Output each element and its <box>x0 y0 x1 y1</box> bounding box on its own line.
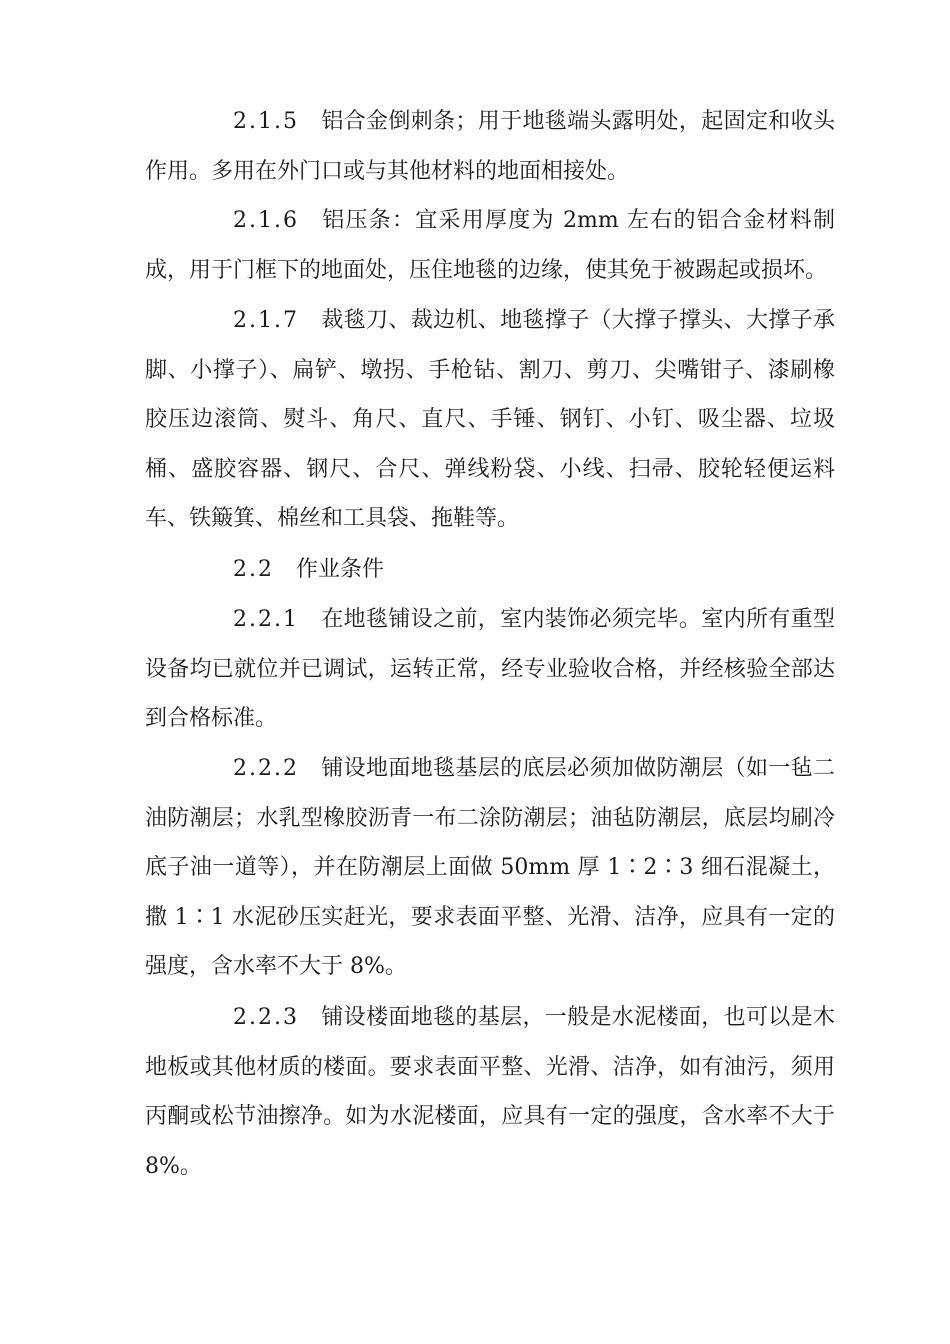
paragraph-text: 铺设楼面地毯的基层，一般是水泥楼面，也可以是木地板或其他材质的楼面。要求表面平整、光滑、洁净，如有油污，须用丙酮或松节油擦净。如为水泥楼面，应具有一定的强度，含水率不大于 8%。 <box>145 1005 835 1179</box>
section-number: 2.1.7 <box>233 308 299 333</box>
paragraph-text: 铝合金倒刺条；用于地毯端头露明处，起固定和收头作用。多用在外门口或与其他材料的地面相接处。 <box>145 109 835 184</box>
paragraph-2-2-1 <box>145 595 835 744</box>
paragraph-text: 裁毯刀、裁边机、地毯撑子（大撑子撑头、大撑子承脚、小撑子）、扁铲、墩拐、手枪钻、割刀、剪刀、尖嘴钳子、漆刷橡胶压边滚筒、熨斗、角尺、直尺、手锤、钢钉、小钉、吸尘器、垃圾桶、盛胶容器、钢尺、合尺、弹线粉袋、小线、扫帚、胶轮轻便运料车、铁簸箕、棉丝和工具袋、拖鞋等。 <box>145 308 835 531</box>
section-number: 2.2.3 <box>233 1005 299 1030</box>
paragraph-text: 铝压条：宜采用厚度为 2mm 左右的铝合金材料制成，用于门框下的地面处，压住地毯的边缘，使其免于被踢起或损坏。 <box>145 208 835 283</box>
paragraph-2-1-6 <box>145 196 835 295</box>
section-number: 2.1.5 <box>233 109 299 134</box>
section-number: 2.2.2 <box>233 756 299 781</box>
paragraph-text: 铺设地面地毯基层的底层必须加做防潮层（如一毡二油防潮层；水乳型橡胶沥青一布二涂防潮层；油毡防潮层，底层均刷冷底子油一道等），并在防潮层上面做 50mm 厚 1∶2∶3 细石混凝土，撒 1∶1 水泥砂压实赶光，要求表面平整、光滑、洁净，应具有一定的强度，含水率不大于 8%。 <box>145 756 835 979</box>
paragraph-text: 在地毯铺设之前，室内装饰必须完毕。室内所有重型设备均已就位并已调试，运转正常，经专业验收合格，并经核验全部达到合格标准。 <box>145 607 835 731</box>
section-number: 2.2.1 <box>233 607 299 632</box>
paragraph-2-1-5 <box>145 97 835 196</box>
paragraph-2-2-2 <box>145 744 835 992</box>
section-number: 2.2 <box>233 557 274 582</box>
section-number: 2.1.6 <box>233 208 299 233</box>
paragraph-2-1-7 <box>145 296 835 544</box>
section-heading-2-2 <box>145 545 835 595</box>
paragraph-2-2-3 <box>145 993 835 1191</box>
section-heading-text: 作业条件 <box>296 557 385 582</box>
